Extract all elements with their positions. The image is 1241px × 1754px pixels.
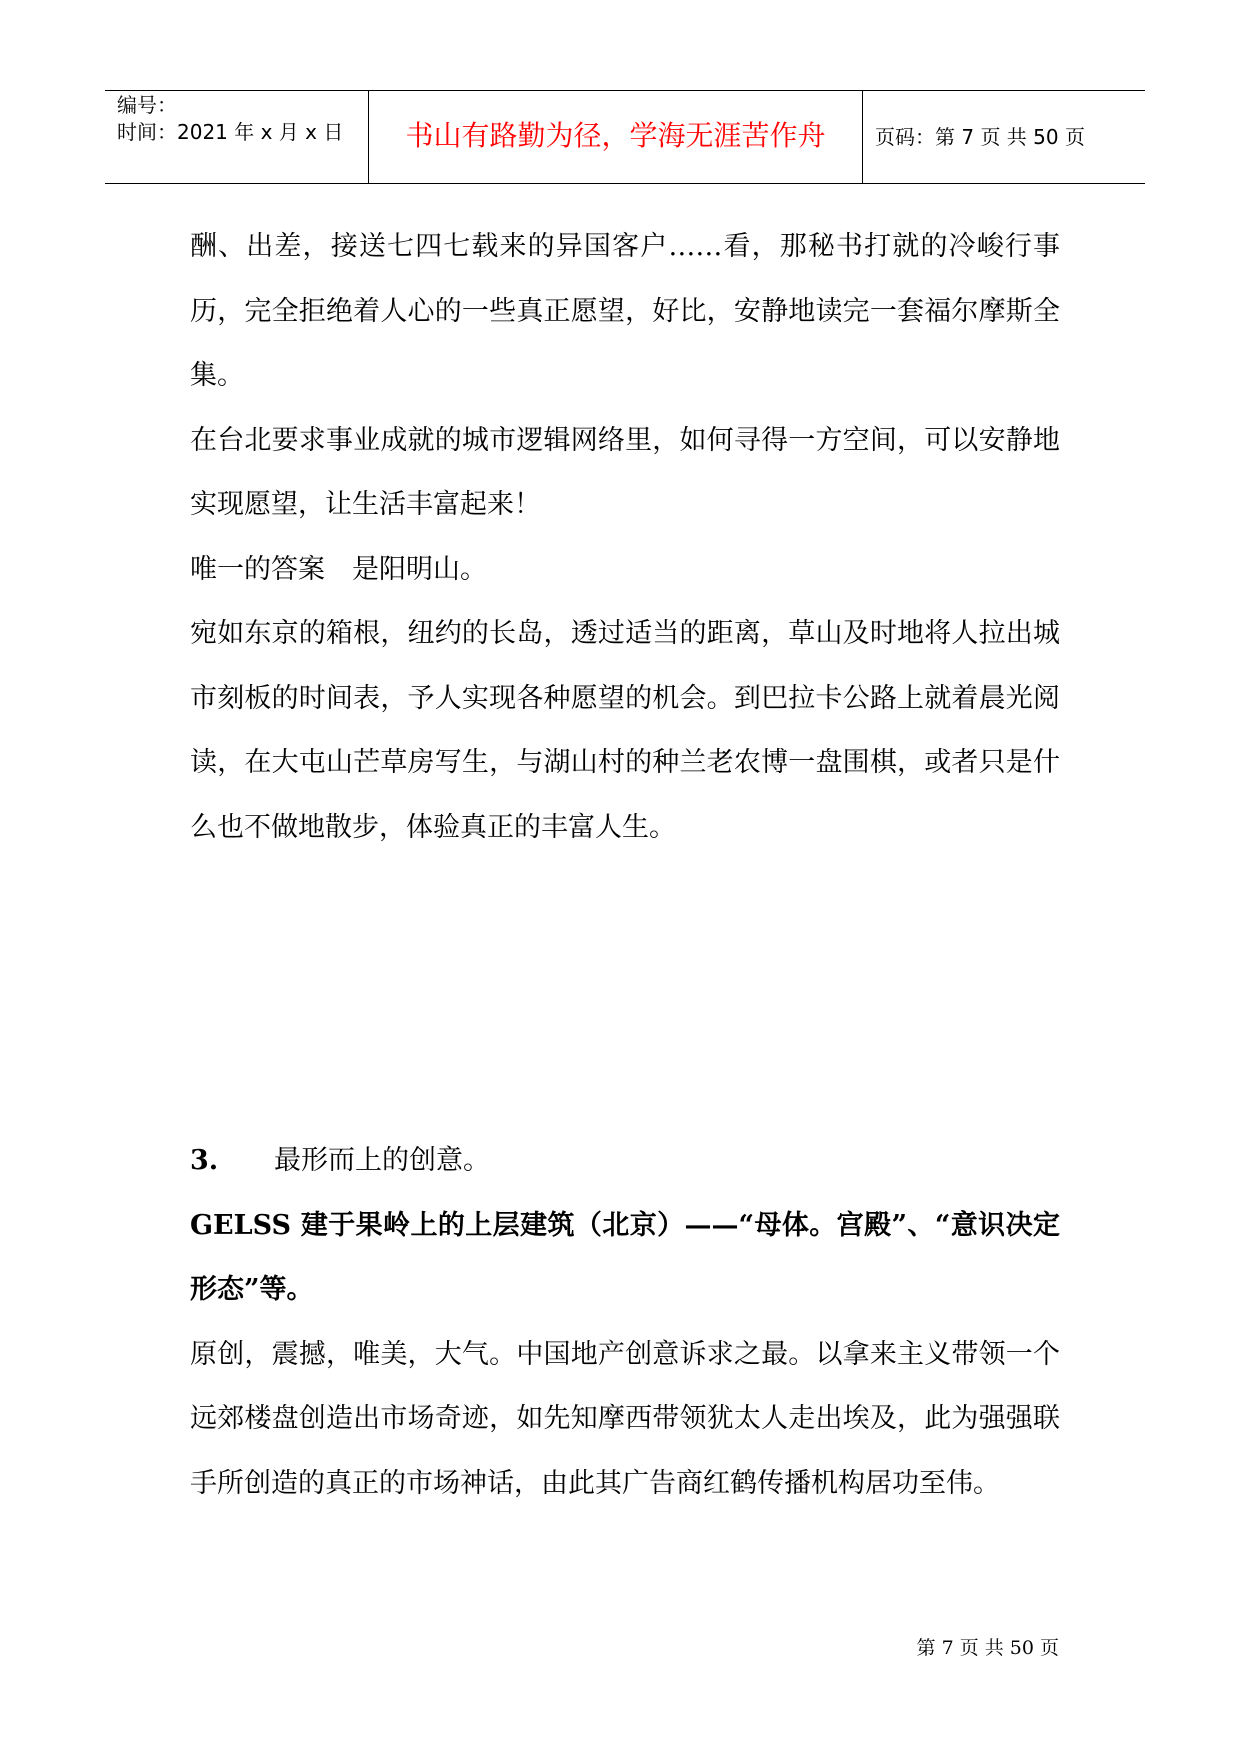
blank-space [190, 860, 1060, 1129]
header-page-info: 页码：第 7 页 共 50 页 [875, 125, 1085, 149]
document-time-label: 时间：2021 年 x 月 x 日 [117, 120, 344, 144]
body-paragraph: 酬、出差，接送七四七载来的异国客户……看，那秘书打就的冷峻行事历，完全拒绝着人心的一些真正愿望，好比，安静地读完一套福尔摩斯全集。 [190, 231, 1060, 391]
header-meta-cell [105, 91, 367, 183]
body-paragraph: 在台北要求事业成就的城市逻辑网络里，如何寻得一方空间，可以安静地实现愿望，让生活丰富起来！ [190, 424, 1060, 520]
body-paragraph: 原创，震撼，唯美，大气。中国地产创意诉求之最。以拿来主义带领一个远郊楼盘创造出市场奇迹，如先知摩西带领犹太人走出埃及，此为强强联手所创造的真正的市场神话，由此其广告商红鹤传播机构居功至伟。 [190, 1338, 1060, 1499]
bold-heading: GELSS 建于果岭上的上层建筑（北京）——“母体。宫殿”、“意识决定形态”等。 [190, 1209, 1060, 1305]
page-header [105, 90, 1145, 184]
section-number: 3. [190, 1145, 219, 1176]
section-title: 最形而上的创意。 [274, 1145, 490, 1176]
section-heading [190, 1129, 1060, 1194]
body-paragraph: 唯一的答案 是阳明山。 [190, 553, 487, 585]
body-paragraph: 宛如东京的箱根，纽约的长岛，透过适当的距离，草山及时地将人拉出城市刻板的时间表，予人实现各种愿望的机会。到巴拉卡公路上就着晨光阅读，在大屯山芒草房写生，与湖山村的种兰老农博一盘围棋，或者只是什么也不做地散步，体验真正的丰富人生。 [190, 618, 1060, 843]
header-motto: 书山有路勤为径，学海无涯苦作舟 [405, 119, 826, 152]
document-body [190, 215, 1060, 1516]
header-motto-cell [368, 91, 863, 183]
page-footer: 第 7 页 共 50 页 [916, 1637, 1059, 1659]
document-number-label: 编号： [117, 93, 177, 117]
header-page-cell [863, 91, 1145, 183]
